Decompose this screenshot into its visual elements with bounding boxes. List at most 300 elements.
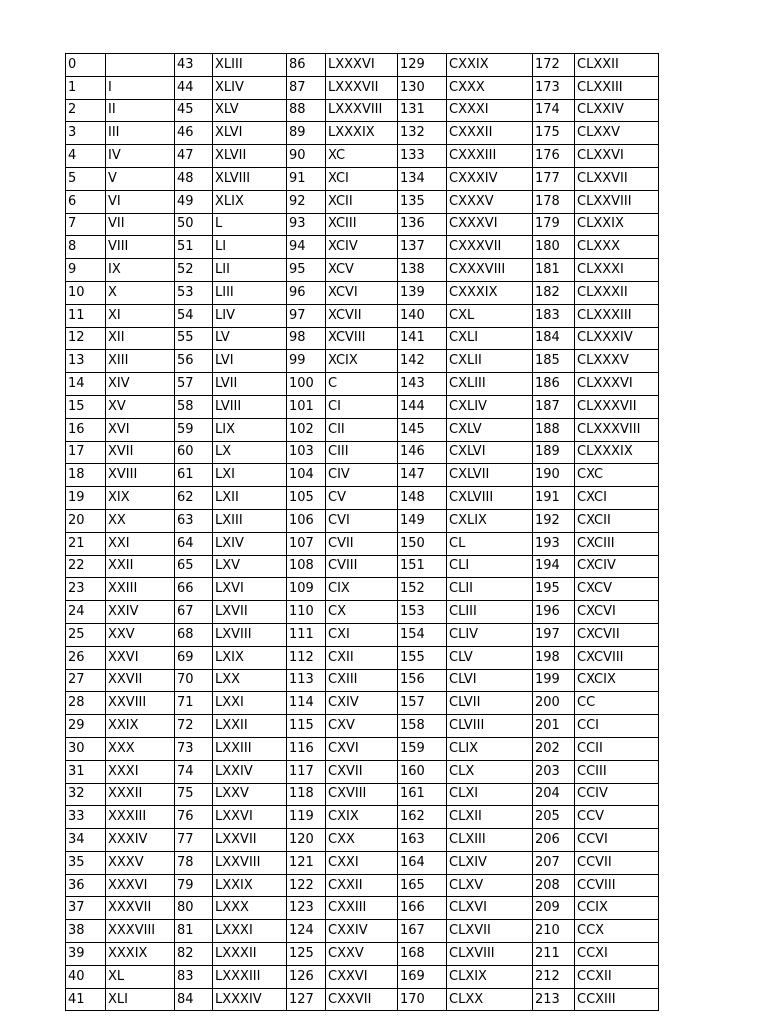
number-cell: 161 <box>398 783 447 806</box>
numeral-cell: XXIX <box>106 715 175 738</box>
number-cell: 93 <box>287 213 326 236</box>
number-cell: 9 <box>66 259 106 282</box>
numeral-cell: CXXXIII <box>447 145 533 168</box>
numeral-cell: CXCII <box>575 509 659 532</box>
number-cell: 213 <box>533 988 575 1011</box>
numeral-cell: CXC <box>575 464 659 487</box>
numeral-cell <box>106 54 175 77</box>
number-cell: 146 <box>398 441 447 464</box>
number-cell: 79 <box>175 874 213 897</box>
numeral-cell: CLXXXII <box>575 281 659 304</box>
numeral-cell: XCI <box>326 167 398 190</box>
numeral-cell: CI <box>326 395 398 418</box>
numeral-cell: II <box>106 99 175 122</box>
number-cell: 141 <box>398 327 447 350</box>
numeral-cell: CXXXVII <box>447 236 533 259</box>
number-cell: 96 <box>287 281 326 304</box>
number-cell: 49 <box>175 190 213 213</box>
number-cell: 185 <box>533 350 575 373</box>
table-row <box>66 646 659 669</box>
number-cell: 200 <box>533 692 575 715</box>
numeral-cell: CCVIII <box>575 874 659 897</box>
numeral-cell: LXXXIV <box>213 988 287 1011</box>
numeral-cell: CLIX <box>447 737 533 760</box>
numeral-cell: CXLIV <box>447 395 533 418</box>
number-cell: 156 <box>398 669 447 692</box>
numeral-cell: CXXII <box>326 874 398 897</box>
number-cell: 98 <box>287 327 326 350</box>
numeral-cell: CXCI <box>575 487 659 510</box>
number-cell: 100 <box>287 373 326 396</box>
numeral-cell: CXXIX <box>447 54 533 77</box>
numeral-cell: LI <box>213 236 287 259</box>
numeral-cell: CCXI <box>575 943 659 966</box>
number-cell: 112 <box>287 646 326 669</box>
numeral-cell: CLXXX <box>575 236 659 259</box>
number-cell: 92 <box>287 190 326 213</box>
number-cell: 36 <box>66 874 106 897</box>
numeral-cell: CLXXVIII <box>575 190 659 213</box>
table-row <box>66 897 659 920</box>
number-cell: 114 <box>287 692 326 715</box>
number-cell: 122 <box>287 874 326 897</box>
number-cell: 48 <box>175 167 213 190</box>
number-cell: 113 <box>287 669 326 692</box>
number-cell: 127 <box>287 988 326 1011</box>
number-cell: 75 <box>175 783 213 806</box>
numeral-cell: CXXIV <box>326 920 398 943</box>
number-cell: 106 <box>287 509 326 532</box>
number-cell: 169 <box>398 965 447 988</box>
numeral-cell: III <box>106 122 175 145</box>
number-cell: 2 <box>66 99 106 122</box>
number-cell: 31 <box>66 760 106 783</box>
table-row <box>66 327 659 350</box>
numeral-cell: X <box>106 281 175 304</box>
number-cell: 65 <box>175 555 213 578</box>
table-row <box>66 532 659 555</box>
table-row <box>66 578 659 601</box>
number-cell: 155 <box>398 646 447 669</box>
roman-numeral-table <box>65 53 659 1011</box>
number-cell: 120 <box>287 829 326 852</box>
number-cell: 76 <box>175 806 213 829</box>
numeral-cell: LXXIII <box>213 737 287 760</box>
numeral-cell: XXV <box>106 623 175 646</box>
table-row <box>66 145 659 168</box>
number-cell: 192 <box>533 509 575 532</box>
numeral-cell: CL <box>447 532 533 555</box>
numeral-cell: CLXXXVIII <box>575 418 659 441</box>
number-cell: 131 <box>398 99 447 122</box>
number-cell: 188 <box>533 418 575 441</box>
number-cell: 22 <box>66 555 106 578</box>
numeral-cell: CLX <box>447 760 533 783</box>
numeral-cell: XXIV <box>106 601 175 624</box>
number-cell: 103 <box>287 441 326 464</box>
numeral-cell: VIII <box>106 236 175 259</box>
number-cell: 80 <box>175 897 213 920</box>
number-cell: 182 <box>533 281 575 304</box>
number-cell: 87 <box>287 76 326 99</box>
numeral-cell: CLV <box>447 646 533 669</box>
table-row <box>66 190 659 213</box>
number-cell: 190 <box>533 464 575 487</box>
number-cell: 25 <box>66 623 106 646</box>
number-cell: 132 <box>398 122 447 145</box>
number-cell: 40 <box>66 965 106 988</box>
number-cell: 91 <box>287 167 326 190</box>
number-cell: 151 <box>398 555 447 578</box>
numeral-cell: CCIX <box>575 897 659 920</box>
numeral-cell: LXXIV <box>213 760 287 783</box>
number-cell: 94 <box>287 236 326 259</box>
numeral-cell: XXI <box>106 532 175 555</box>
number-cell: 54 <box>175 304 213 327</box>
number-cell: 27 <box>66 669 106 692</box>
numeral-cell: CIII <box>326 441 398 464</box>
number-cell: 174 <box>533 99 575 122</box>
number-cell: 205 <box>533 806 575 829</box>
number-cell: 115 <box>287 715 326 738</box>
number-cell: 139 <box>398 281 447 304</box>
numeral-cell: XXVIII <box>106 692 175 715</box>
number-cell: 193 <box>533 532 575 555</box>
number-cell: 189 <box>533 441 575 464</box>
number-cell: 51 <box>175 236 213 259</box>
number-cell: 121 <box>287 851 326 874</box>
number-cell: 111 <box>287 623 326 646</box>
number-cell: 72 <box>175 715 213 738</box>
numeral-cell: CXLV <box>447 418 533 441</box>
number-cell: 23 <box>66 578 106 601</box>
number-cell: 194 <box>533 555 575 578</box>
number-cell: 159 <box>398 737 447 760</box>
number-cell: 198 <box>533 646 575 669</box>
numeral-cell: XXXVIII <box>106 920 175 943</box>
number-cell: 183 <box>533 304 575 327</box>
numeral-cell: XCVII <box>326 304 398 327</box>
numeral-cell: CXXVI <box>326 965 398 988</box>
number-cell: 30 <box>66 737 106 760</box>
table-row <box>66 99 659 122</box>
number-cell: 119 <box>287 806 326 829</box>
numeral-cell: CXXXI <box>447 99 533 122</box>
table-row <box>66 737 659 760</box>
numeral-cell: XXXV <box>106 851 175 874</box>
number-cell: 84 <box>175 988 213 1011</box>
numeral-cell: CLXVII <box>447 920 533 943</box>
numeral-cell: XXXVII <box>106 897 175 920</box>
number-cell: 212 <box>533 965 575 988</box>
table-row <box>66 122 659 145</box>
numeral-cell: CLVII <box>447 692 533 715</box>
table-row <box>66 965 659 988</box>
numeral-cell: CXV <box>326 715 398 738</box>
table-row <box>66 920 659 943</box>
number-cell: 67 <box>175 601 213 624</box>
number-cell: 149 <box>398 509 447 532</box>
number-cell: 88 <box>287 99 326 122</box>
number-cell: 33 <box>66 806 106 829</box>
table-row <box>66 760 659 783</box>
table-row <box>66 555 659 578</box>
number-cell: 209 <box>533 897 575 920</box>
table-row <box>66 623 659 646</box>
numeral-cell: CXXXV <box>447 190 533 213</box>
number-cell: 38 <box>66 920 106 943</box>
number-cell: 73 <box>175 737 213 760</box>
number-cell: 7 <box>66 213 106 236</box>
number-cell: 6 <box>66 190 106 213</box>
number-cell: 108 <box>287 555 326 578</box>
numeral-cell: CLIV <box>447 623 533 646</box>
number-cell: 134 <box>398 167 447 190</box>
numeral-cell: CXVII <box>326 760 398 783</box>
numeral-cell: LXXIX <box>213 874 287 897</box>
numeral-cell: CLXXV <box>575 122 659 145</box>
numeral-cell: LXXVIII <box>213 851 287 874</box>
numeral-cell: XL <box>106 965 175 988</box>
number-cell: 107 <box>287 532 326 555</box>
numeral-cell: CXXXII <box>447 122 533 145</box>
number-cell: 150 <box>398 532 447 555</box>
number-cell: 196 <box>533 601 575 624</box>
number-cell: 179 <box>533 213 575 236</box>
numeral-cell: CXCIII <box>575 532 659 555</box>
numeral-cell: CLXXXVII <box>575 395 659 418</box>
table-row <box>66 236 659 259</box>
numeral-cell: XV <box>106 395 175 418</box>
number-cell: 154 <box>398 623 447 646</box>
number-cell: 177 <box>533 167 575 190</box>
numeral-cell: LXXV <box>213 783 287 806</box>
number-cell: 126 <box>287 965 326 988</box>
table-row <box>66 509 659 532</box>
table-row <box>66 692 659 715</box>
numeral-cell: LVIII <box>213 395 287 418</box>
numeral-cell: CLXI <box>447 783 533 806</box>
numeral-cell: LXVII <box>213 601 287 624</box>
numeral-cell: IX <box>106 259 175 282</box>
number-cell: 0 <box>66 54 106 77</box>
numeral-cell: CXXIII <box>326 897 398 920</box>
number-cell: 162 <box>398 806 447 829</box>
numeral-cell: XI <box>106 304 175 327</box>
number-cell: 135 <box>398 190 447 213</box>
number-cell: 104 <box>287 464 326 487</box>
numeral-cell: CCV <box>575 806 659 829</box>
number-cell: 116 <box>287 737 326 760</box>
numeral-cell: LXXXVI <box>326 54 398 77</box>
numeral-cell: XLIV <box>213 76 287 99</box>
number-cell: 13 <box>66 350 106 373</box>
number-cell: 101 <box>287 395 326 418</box>
number-cell: 210 <box>533 920 575 943</box>
numeral-cell: CCI <box>575 715 659 738</box>
numeral-cell: CXCIV <box>575 555 659 578</box>
number-cell: 153 <box>398 601 447 624</box>
numeral-cell: CLIII <box>447 601 533 624</box>
numeral-cell: LXXX <box>213 897 287 920</box>
number-cell: 147 <box>398 464 447 487</box>
numeral-cell: XXXVI <box>106 874 175 897</box>
numeral-cell: LXI <box>213 464 287 487</box>
number-cell: 124 <box>287 920 326 943</box>
numeral-cell: CLXIV <box>447 851 533 874</box>
number-cell: 206 <box>533 829 575 852</box>
numeral-cell: CXLVIII <box>447 487 533 510</box>
number-cell: 10 <box>66 281 106 304</box>
numeral-cell: XIV <box>106 373 175 396</box>
numeral-cell: CLXXIX <box>575 213 659 236</box>
numeral-cell: XLIX <box>213 190 287 213</box>
number-cell: 130 <box>398 76 447 99</box>
numeral-cell: CLXXXVI <box>575 373 659 396</box>
table-row <box>66 874 659 897</box>
table-row <box>66 281 659 304</box>
numeral-cell: CLXXVI <box>575 145 659 168</box>
number-cell: 26 <box>66 646 106 669</box>
number-cell: 81 <box>175 920 213 943</box>
numeral-cell: CLII <box>447 578 533 601</box>
numeral-cell: CXCIX <box>575 669 659 692</box>
numeral-cell: XCII <box>326 190 398 213</box>
numeral-cell: XIX <box>106 487 175 510</box>
numeral-cell: XVI <box>106 418 175 441</box>
number-cell: 8 <box>66 236 106 259</box>
numeral-cell: CLVI <box>447 669 533 692</box>
numeral-cell: CVIII <box>326 555 398 578</box>
number-cell: 86 <box>287 54 326 77</box>
numeral-cell: CCVII <box>575 851 659 874</box>
number-cell: 68 <box>175 623 213 646</box>
numeral-cell: CII <box>326 418 398 441</box>
number-cell: 45 <box>175 99 213 122</box>
number-cell: 62 <box>175 487 213 510</box>
number-cell: 137 <box>398 236 447 259</box>
numeral-cell: XCIV <box>326 236 398 259</box>
numeral-cell: CXCVII <box>575 623 659 646</box>
numeral-cell: CLXIX <box>447 965 533 988</box>
number-cell: 39 <box>66 943 106 966</box>
numeral-cell: XC <box>326 145 398 168</box>
number-cell: 178 <box>533 190 575 213</box>
numeral-cell: LIII <box>213 281 287 304</box>
number-cell: 89 <box>287 122 326 145</box>
number-cell: 170 <box>398 988 447 1011</box>
number-cell: 50 <box>175 213 213 236</box>
number-cell: 160 <box>398 760 447 783</box>
numeral-cell: CIX <box>326 578 398 601</box>
number-cell: 74 <box>175 760 213 783</box>
numeral-cell: CXI <box>326 623 398 646</box>
number-cell: 47 <box>175 145 213 168</box>
numeral-cell: XLIII <box>213 54 287 77</box>
table-row <box>66 988 659 1011</box>
table-row <box>66 487 659 510</box>
number-cell: 83 <box>175 965 213 988</box>
number-cell: 145 <box>398 418 447 441</box>
number-cell: 152 <box>398 578 447 601</box>
table-row <box>66 669 659 692</box>
number-cell: 140 <box>398 304 447 327</box>
number-cell: 14 <box>66 373 106 396</box>
numeral-cell: CLXXXIX <box>575 441 659 464</box>
numeral-cell: LXVI <box>213 578 287 601</box>
numeral-cell: CLXXII <box>575 54 659 77</box>
number-cell: 61 <box>175 464 213 487</box>
table-row <box>66 76 659 99</box>
numeral-cell: CV <box>326 487 398 510</box>
numeral-cell: XXXIII <box>106 806 175 829</box>
numeral-cell: LX <box>213 441 287 464</box>
number-cell: 57 <box>175 373 213 396</box>
numeral-cell: LXXVII <box>213 829 287 852</box>
number-cell: 168 <box>398 943 447 966</box>
number-cell: 3 <box>66 122 106 145</box>
numeral-cell: XIII <box>106 350 175 373</box>
numeral-cell: CCXIII <box>575 988 659 1011</box>
number-cell: 43 <box>175 54 213 77</box>
numeral-cell: LXXXIII <box>213 965 287 988</box>
numeral-cell: CLXXVII <box>575 167 659 190</box>
numeral-cell: CXIV <box>326 692 398 715</box>
numeral-cell: CXX <box>326 829 398 852</box>
number-cell: 69 <box>175 646 213 669</box>
number-cell: 71 <box>175 692 213 715</box>
number-cell: 18 <box>66 464 106 487</box>
numeral-cell: LIV <box>213 304 287 327</box>
table-row <box>66 213 659 236</box>
numeral-cell: XII <box>106 327 175 350</box>
number-cell: 129 <box>398 54 447 77</box>
number-cell: 123 <box>287 897 326 920</box>
numeral-cell: XXVI <box>106 646 175 669</box>
number-cell: 37 <box>66 897 106 920</box>
numeral-cell: XXX <box>106 737 175 760</box>
number-cell: 167 <box>398 920 447 943</box>
number-cell: 78 <box>175 851 213 874</box>
numeral-cell: CXLVII <box>447 464 533 487</box>
number-cell: 28 <box>66 692 106 715</box>
numeral-cell: LV <box>213 327 287 350</box>
table-row <box>66 806 659 829</box>
numeral-cell: CLVIII <box>447 715 533 738</box>
number-cell: 158 <box>398 715 447 738</box>
number-cell: 136 <box>398 213 447 236</box>
table-row <box>66 441 659 464</box>
number-cell: 56 <box>175 350 213 373</box>
numeral-cell: IV <box>106 145 175 168</box>
numeral-cell: LXXII <box>213 715 287 738</box>
number-cell: 90 <box>287 145 326 168</box>
numeral-cell: XXII <box>106 555 175 578</box>
numeral-cell: XXXII <box>106 783 175 806</box>
table-row <box>66 54 659 77</box>
number-cell: 4 <box>66 145 106 168</box>
number-cell: 32 <box>66 783 106 806</box>
numeral-cell: CXXXVI <box>447 213 533 236</box>
numeral-cell: LXXVI <box>213 806 287 829</box>
numeral-cell: XCIII <box>326 213 398 236</box>
numeral-cell: CCXII <box>575 965 659 988</box>
number-cell: 12 <box>66 327 106 350</box>
number-cell: 53 <box>175 281 213 304</box>
numeral-cell: CXLIX <box>447 509 533 532</box>
number-cell: 95 <box>287 259 326 282</box>
numeral-cell: XLV <box>213 99 287 122</box>
